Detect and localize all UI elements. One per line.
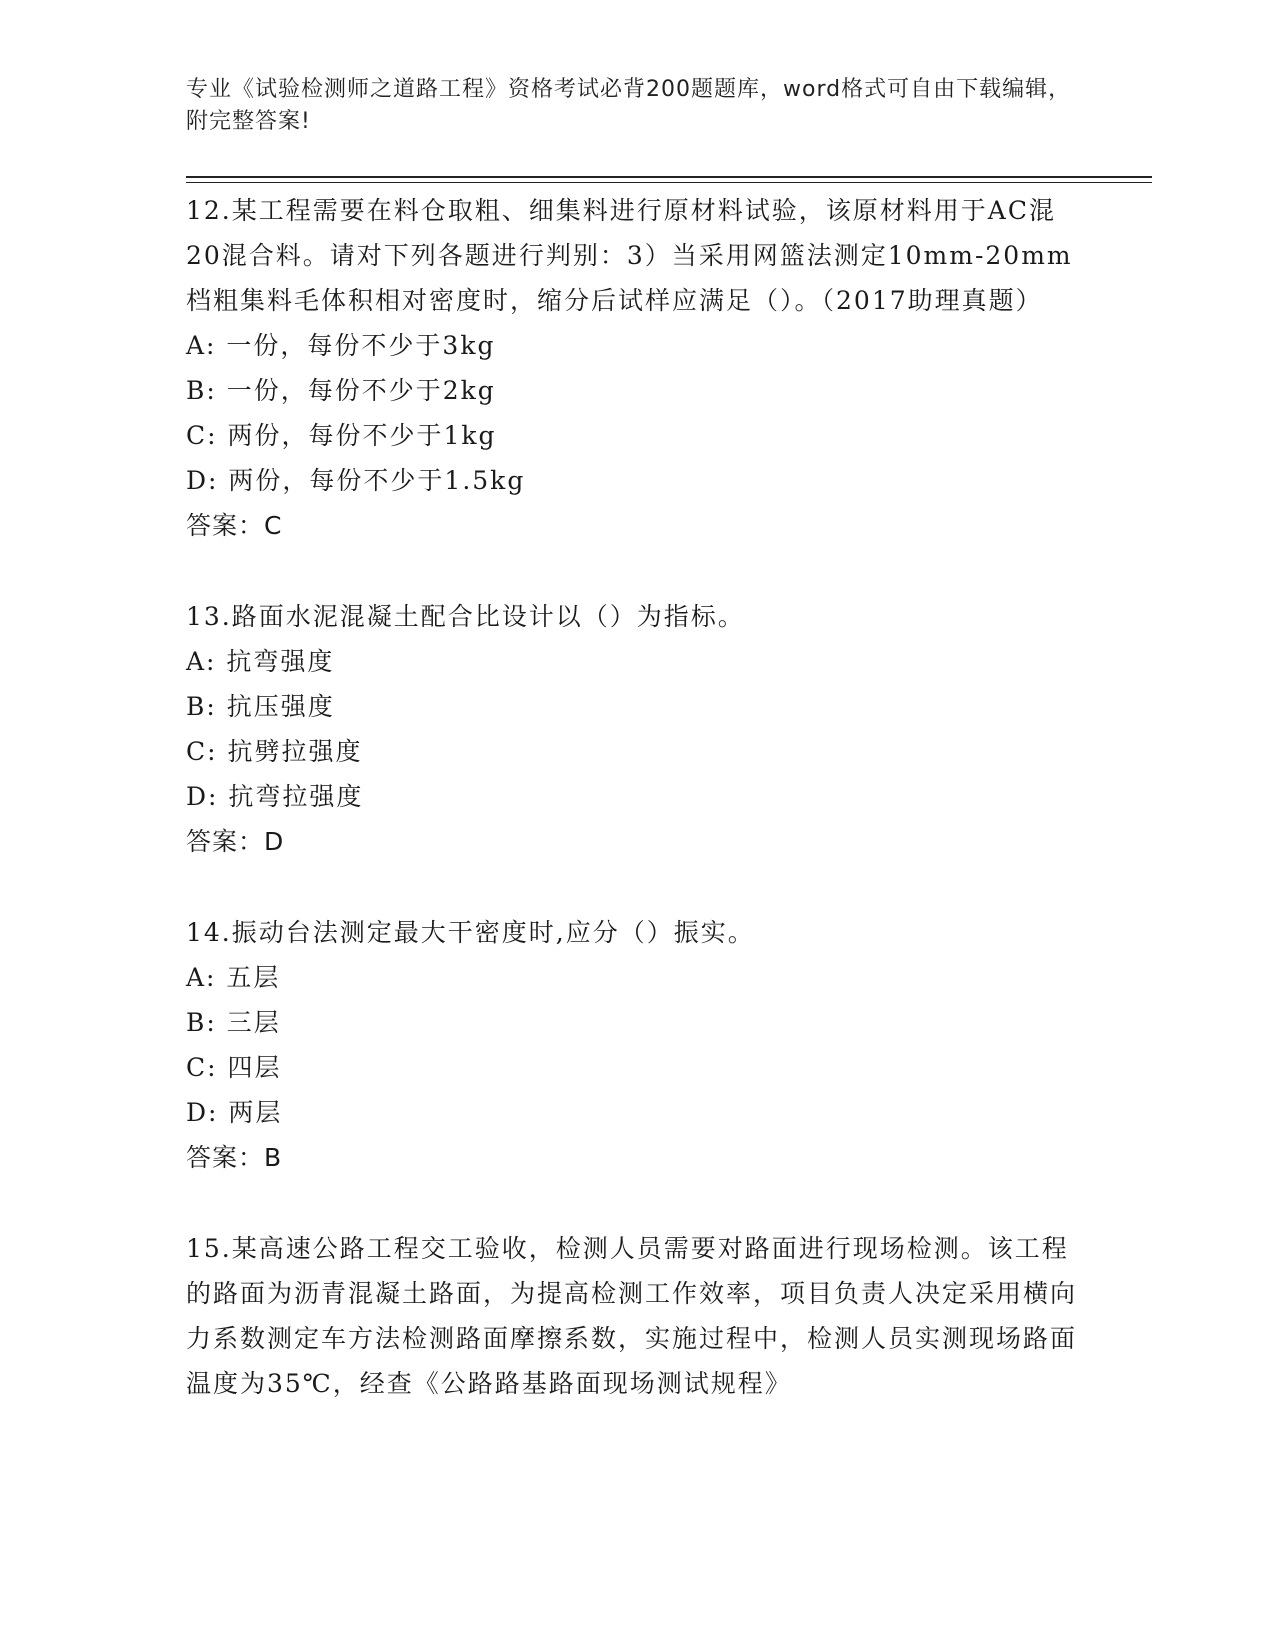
option-c: C: 抗劈拉强度 <box>186 737 363 766</box>
page-header: 专业《试验检测师之道路工程》资格考试必背200题题库，word格式可自由下载编辑，附完整答案! <box>186 77 1072 134</box>
option-a: A: 一份，每份不少于3kg <box>186 331 496 360</box>
option-d: D: 两份，每份不少于1.5kg <box>186 466 526 495</box>
question-list <box>186 188 1086 1406</box>
question-12 <box>186 188 1086 548</box>
question-stem: 13.路面水泥混凝土配合比设计以（）为指标。 <box>186 602 745 631</box>
option-d: D: 抗弯拉强度 <box>186 782 364 811</box>
question-15 <box>186 1226 1086 1406</box>
question-14 <box>186 910 1086 1180</box>
option-c: C: 四层 <box>186 1053 282 1082</box>
answer: 答案：B <box>186 1143 283 1172</box>
option-b: B: 抗压强度 <box>186 692 335 721</box>
option-c: C: 两份，每份不少于1kg <box>186 421 497 450</box>
question-stem: 15.某高速公路工程交工验收，检测人员需要对路面进行现场检测。该工程的路面为沥青混凝土路面，为提高检测工作效率，项目负责人决定采用横向力系数测定车方法检测路面摩擦系数，实施过程中，检测人员实测现场路面温度为35℃，经查《公路路基路面现场测试规程》 <box>186 1234 1078 1398</box>
question-stem: 14.振动台法测定最大干密度时,应分（）振实。 <box>186 918 755 947</box>
question-stem: 12.某工程需要在料仓取粗、细集料进行原材料试验，该原材料用于AC混20混合料。请对下列各题进行判别：3）当采用网篮法测定10mm-20mm档粗集料毛体积相对密度时，缩分后试样应满足（）。（2017助理真题） <box>186 196 1073 315</box>
header-divider-thick <box>186 176 1152 178</box>
question-gap <box>186 548 1086 594</box>
option-a: A: 五层 <box>186 963 281 992</box>
question-gap <box>186 1180 1086 1226</box>
answer: 答案：D <box>186 827 285 856</box>
header-divider-thin <box>186 182 1152 183</box>
question-gap <box>186 864 1086 910</box>
option-a: A: 抗弯强度 <box>186 647 335 676</box>
option-b: B: 一份，每份不少于2kg <box>186 376 496 405</box>
question-13 <box>186 594 1086 864</box>
answer: 答案：C <box>186 511 283 540</box>
option-b: B: 三层 <box>186 1008 281 1037</box>
option-d: D: 两层 <box>186 1098 283 1127</box>
